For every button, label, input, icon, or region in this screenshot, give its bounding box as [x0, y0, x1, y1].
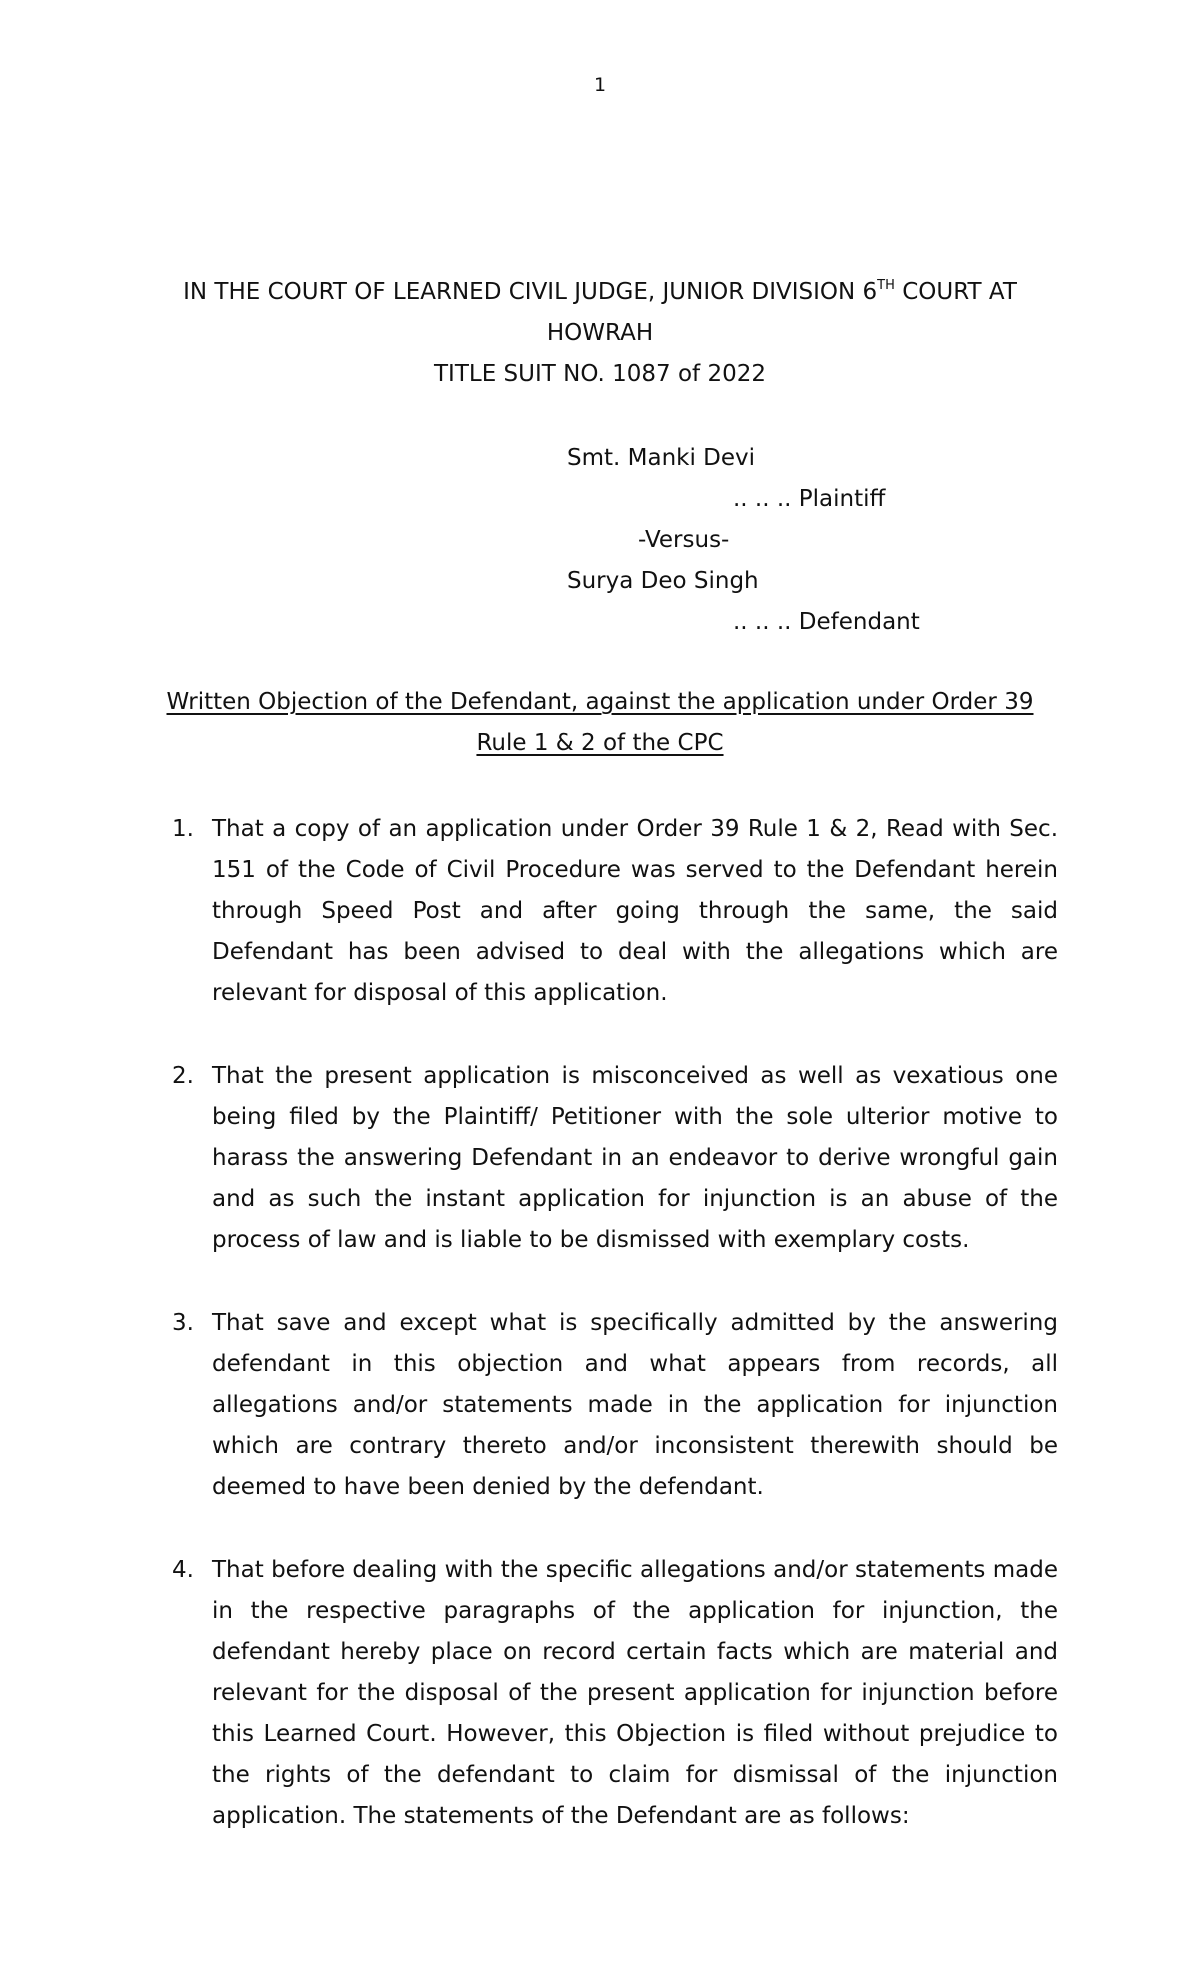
paragraph-text: That the present application is misconceived as well as vexatious one being filed by the Plaintiff/ Petitioner with the sole ulterior motive to harass the answering Defendant in an endeavor to derive wrongful gain and as such the instant application for injunction is an abuse of the process of law and is liable to be dismissed with exemplary costs.: [212, 1063, 1058, 1253]
objection-title-line-1: Written Objection of the Defendant, against the application under Order 39: [166, 689, 1034, 715]
court-location: HOWRAH: [546, 320, 654, 346]
versus-label: -Versus-: [638, 527, 730, 553]
court-heading: [150, 272, 1050, 395]
court-heading-line-1: [150, 272, 1050, 313]
court-name-text-end: COURT AT: [894, 279, 1017, 305]
defendant-role: .. .. .. Defendant: [733, 609, 920, 635]
paragraph-text: That a copy of an application under Order 39 Rule 1 & 2, Read with Sec. 151 of the Code of Civil Procedure was served to the Defendant herein through Speed Post and after going through the same, the said Defendant has been advised to deal with the allegations which are relevant for disposal of this application.: [212, 816, 1058, 1006]
paragraph-3: [172, 1303, 1058, 1508]
page-number: 1: [593, 74, 607, 96]
paragraph-number: 3.: [172, 1310, 194, 1336]
plaintiff-name: Smt. Manki Devi: [567, 445, 756, 471]
court-name-text: IN THE COURT OF LEARNED CIVIL JUDGE, JUNIOR DIVISION 6: [183, 279, 878, 305]
paragraph-number: 4.: [172, 1557, 194, 1583]
paragraph-1: [172, 809, 1058, 1014]
plaintiff-role: .. .. .. Plaintiff: [733, 486, 886, 512]
paragraph-number: 2.: [172, 1063, 194, 1089]
defendant-name: Surya Deo Singh: [567, 568, 759, 594]
paragraph-2: [172, 1056, 1058, 1261]
paragraph-text: That save and except what is specifically admitted by the answering defendant in this objection and what appears from records, all allegations and/or statements made in the application for injunction which are contrary thereto and/or inconsistent therewith should be deemed to have been denied by the defendant.: [212, 1310, 1058, 1500]
suit-number: TITLE SUIT NO. 1087 of 2022: [434, 361, 766, 387]
paragraph-text: That before dealing with the specific allegations and/or statements made in the respective paragraphs of the application for injunction, the defendant hereby place on record certain facts which are material and relevant for the disposal of the present application for injunction before this Learned Court. However, this Objection is filed without prejudice to the rights of the defendant to claim for dismissal of the injunction application. The statements of the Defendant are as follows:: [212, 1557, 1058, 1829]
ordinal-suffix: TH: [877, 278, 895, 293]
paragraph-number: 1.: [172, 816, 194, 842]
objection-title-line-2: Rule 1 & 2 of the CPC: [476, 730, 724, 756]
paragraph-4: [172, 1550, 1058, 1837]
objection-title: [150, 682, 1050, 764]
